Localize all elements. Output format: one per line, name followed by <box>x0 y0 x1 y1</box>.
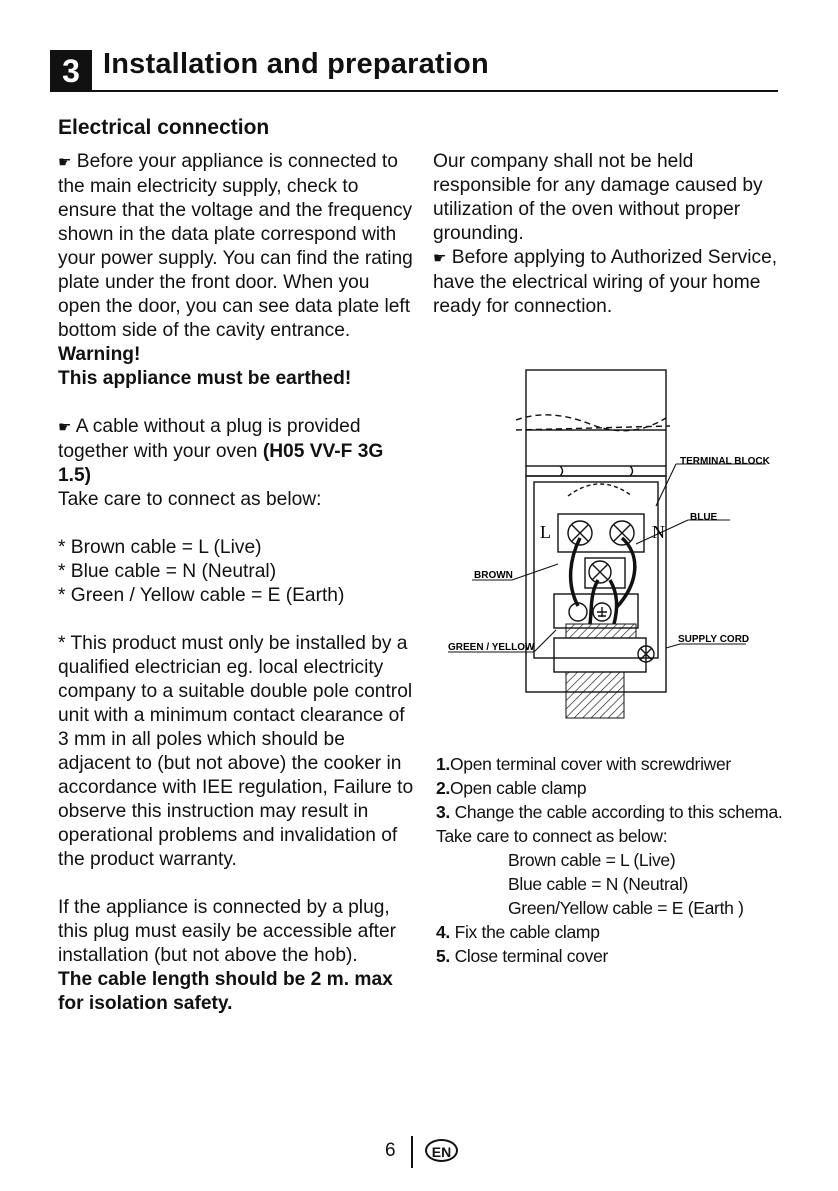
section-title: Electrical connection <box>58 116 270 139</box>
paragraph-qualified-electrician: * This product must only be installed by a qualified electrician eg. local electricity company to a suitable double pole control unit with a minimum contact clearance of 3 mm in all poles which should be adjacent to (but not above) the cooker in accordance with IEE regulation, Failure to observe this instruction may result in operational problems and invalidation of the product warranty. <box>58 633 414 870</box>
paragraph-plug-access: If the appliance is connected by a plug, this plug must easily be accessible after installation (but not above the hob). <box>58 897 397 966</box>
label-terminal-block: TERMINAL BLOCK <box>680 456 770 467</box>
warning-text: This appliance must be earthed! <box>58 368 352 389</box>
take-care-line: Take care to connect as below: <box>436 826 668 846</box>
terminal-letter-n: N <box>652 522 665 542</box>
terminal-block-diagram <box>440 368 780 724</box>
right-column <box>433 150 783 319</box>
label-green-yellow: GREEN / YELLOW <box>448 642 535 653</box>
language-badge: EN <box>425 1139 458 1162</box>
label-supply-cord: SUPPLY CORD <box>678 634 750 645</box>
paragraph-connect-as-below: Take care to connect as below: <box>58 489 322 510</box>
cable-length-note: The cable length should be 2 m. max for isolation safety. <box>58 969 393 1014</box>
step-item: 1.Open terminal cover with screwdriwer <box>436 754 731 774</box>
left-column <box>58 150 414 1016</box>
cable-spec: Blue cable = N (Neutral) <box>508 874 689 894</box>
paragraph-grounding: Our company shall not be held responsible for any damage caused by utilization of the oven without proper grounding. <box>433 151 763 244</box>
step-item: 2.Open cable clamp <box>436 778 587 798</box>
footer-divider <box>411 1136 413 1168</box>
hand-pointer-icon: ☛ <box>58 154 72 171</box>
chapter-number-badge: 3 <box>50 50 92 92</box>
warning-title: Warning! <box>58 344 141 365</box>
step-item: 4. Fix the cable clamp <box>436 922 600 942</box>
step-item: 5. Close terminal cover <box>436 946 609 966</box>
hand-pointer-icon: ☛ <box>433 250 447 267</box>
installation-steps <box>436 752 806 968</box>
paragraph-voltage-check: ☛ Before your appliance is connected to the main electricity supply, check to ensure that the voltage and the frequency shown in the data plate correspond with your power supply. You can find the rating plate under the front door. When you open the door, you can see data plate left bottom side of the cavity entrance. <box>58 151 413 341</box>
cable-item: * Blue cable = N (Neutral) <box>58 561 277 582</box>
supply-cord <box>566 672 624 718</box>
cable-item: * Green / Yellow cable = E (Earth) <box>58 585 345 606</box>
cable-spec: Brown cable = L (Live) <box>508 850 676 870</box>
page-number: 6 <box>385 1140 396 1161</box>
cable-clamp <box>566 624 636 638</box>
label-blue: BLUE <box>690 512 718 523</box>
chapter-title: Installation and preparation <box>103 48 489 80</box>
cable-item: * Brown cable = L (Live) <box>58 537 262 558</box>
terminal-letter-l: L <box>540 522 551 542</box>
paragraph-authorized-service: ☛ Before applying to Authorized Service, have the electrical wiring of your home ready for connection. <box>433 247 778 317</box>
hand-pointer-icon: ☛ <box>58 419 72 436</box>
paragraph-cable-provided: ☛ A cable without a plug is provided together with your oven (H05 VV-F 3G 1.5) <box>58 416 384 486</box>
step-item: 3. Change the cable according to this schema. <box>436 802 783 822</box>
page-footer <box>0 1136 838 1176</box>
chapter-header <box>50 46 778 92</box>
cable-spec: Green/Yellow cable = E (Earth ) <box>508 898 744 918</box>
label-brown: BROWN <box>474 570 513 581</box>
oven-body-top <box>516 370 670 476</box>
